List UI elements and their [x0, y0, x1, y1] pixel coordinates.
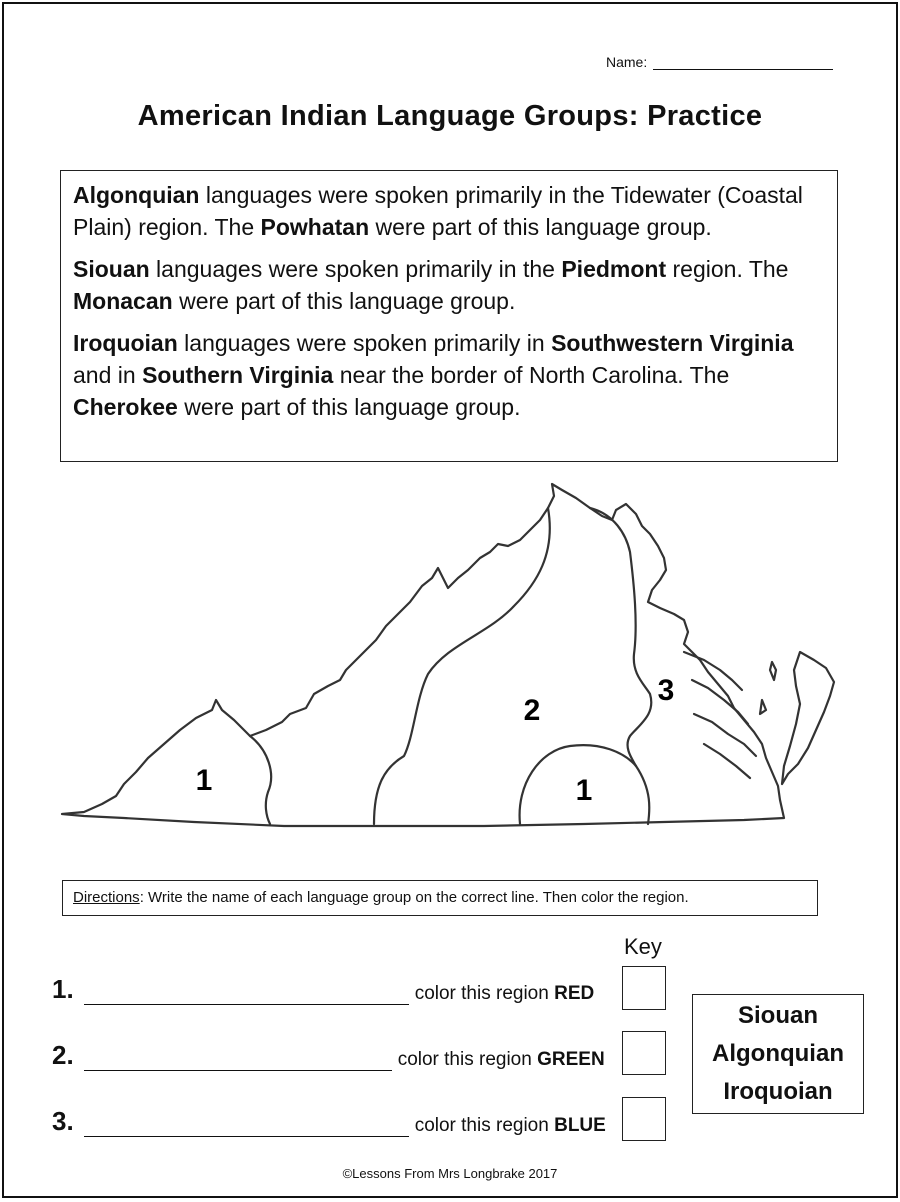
info-text: were part of this language group. [172, 288, 516, 314]
page-title: American Indian Language Groups: Practice [137, 100, 763, 132]
info-text: languages were spoken primarily in the [149, 256, 562, 282]
answer-color: GREEN [537, 1049, 605, 1070]
key-label: Key [624, 934, 662, 959]
answer-number: 3. [52, 1106, 74, 1136]
info-paragraph-iroquoian [73, 327, 825, 423]
term-powhatan: Powhatan [260, 214, 370, 240]
term-southwestern-virginia: Southwestern Virginia [551, 330, 794, 356]
answer-row-1 [52, 974, 594, 1005]
key-box-3[interactable] [622, 1097, 666, 1141]
island [770, 662, 776, 680]
key-box-1[interactable] [622, 966, 666, 1010]
term-monacan: Monacan [73, 288, 173, 314]
virginia-map-svg [44, 474, 864, 844]
region-label-east: 3 [657, 674, 675, 707]
info-box [60, 170, 838, 462]
region-boundary-west [250, 736, 271, 824]
info-text: languages were spoken primarily in the Tidewater (Coastal Plain) region. The [73, 182, 803, 240]
info-text: region. The [666, 256, 789, 282]
region-label-middle: 2 [523, 694, 541, 727]
term-algonquian: Algonquian [73, 182, 200, 208]
word-bank-item: Siouan [737, 1002, 818, 1029]
word-bank-item: Algonquian [712, 1040, 844, 1067]
answer-blank-2[interactable] [84, 1046, 392, 1071]
region-boundary-blue-ridge [374, 508, 550, 824]
key-box-2[interactable] [622, 1031, 666, 1075]
answer-instruction: color this region [414, 1115, 555, 1136]
answer-instruction: color this region [414, 983, 555, 1004]
region-boundary-tidewater-piedmont [590, 508, 651, 766]
region-label-south: 1 [575, 774, 593, 807]
eastern-shore [782, 652, 834, 784]
info-text: near the border of North Carolina. The [333, 362, 730, 388]
answer-number: 2. [52, 1040, 74, 1070]
river-inlet [694, 714, 756, 756]
directions-box [62, 880, 818, 916]
term-iroquoian: Iroquoian [73, 330, 178, 356]
term-piedmont: Piedmont [561, 256, 667, 282]
answer-blank-1[interactable] [84, 980, 409, 1005]
info-paragraph-siouan [73, 253, 825, 317]
island [760, 700, 766, 714]
info-text: were part of this language group. [369, 214, 712, 240]
term-southern-virginia: Southern Virginia [142, 362, 334, 388]
term-siouan: Siouan [73, 256, 150, 282]
answer-row-2 [52, 1040, 605, 1071]
answer-number: 1. [52, 974, 74, 1004]
word-bank [692, 994, 864, 1114]
info-text: languages were spoken primarily in [177, 330, 552, 356]
directions-text: : Write the name of each language group on the correct line. Then color the region. [139, 889, 689, 906]
directions-label: Directions [73, 889, 140, 906]
info-paragraph-algonquian [73, 179, 825, 243]
answer-color: RED [554, 983, 595, 1004]
name-field[interactable] [606, 54, 833, 70]
info-text: were part of this language group. [177, 394, 521, 420]
answer-color: BLUE [554, 1115, 606, 1136]
river-inlet [684, 652, 742, 690]
virginia-map [44, 474, 864, 844]
answer-instruction: color this region [397, 1049, 538, 1070]
term-cherokee: Cherokee [73, 394, 178, 420]
answer-blank-3[interactable] [84, 1112, 409, 1137]
worksheet-page [2, 2, 898, 1198]
name-label: Name: [606, 54, 648, 70]
answer-row-3 [52, 1106, 606, 1137]
name-blank-line[interactable] [653, 55, 833, 70]
word-bank-item: Iroquoian [723, 1078, 833, 1105]
state-outline [62, 484, 784, 826]
copyright-footer: ©Lessons From Mrs Longbrake 2017 [342, 1166, 558, 1181]
region-label-west: 1 [195, 764, 213, 797]
river-inlet [704, 744, 750, 778]
info-text: and in [73, 362, 143, 388]
